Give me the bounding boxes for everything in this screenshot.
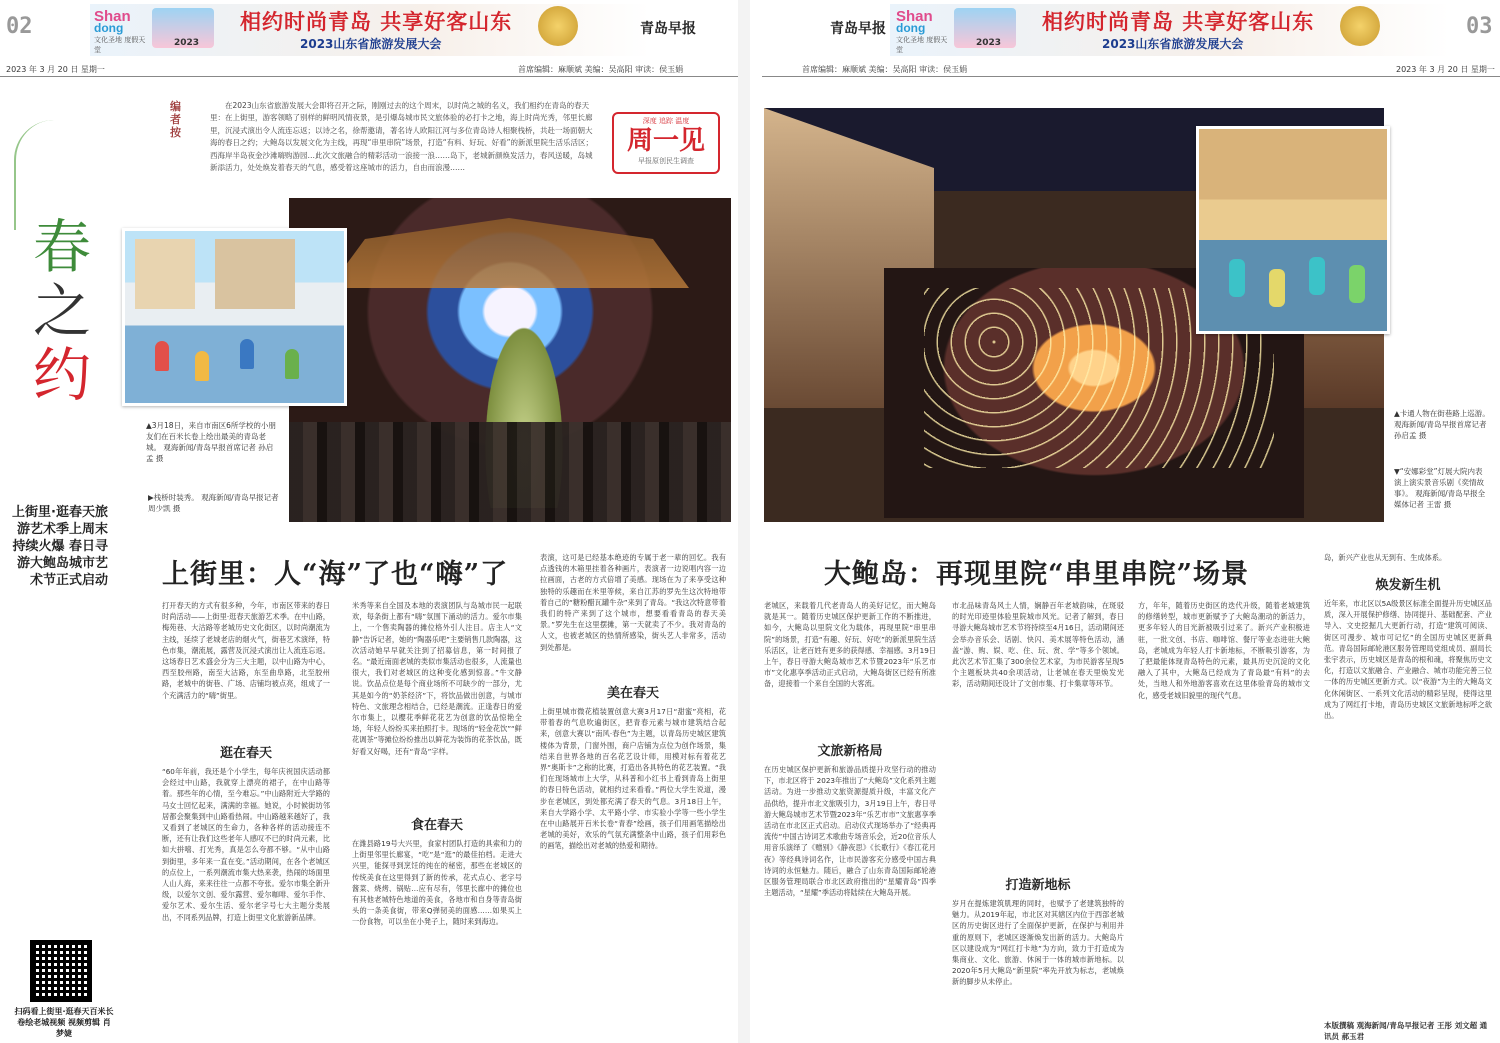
header-divider <box>762 76 1500 77</box>
article-headline: 上街里：人“海”了也“嗨”了 <box>162 559 509 590</box>
building-shape <box>135 239 195 309</box>
banner-subtitle: 2023山东省旅游发展大会 <box>1102 37 1244 51</box>
badge-title: 周一见 <box>626 126 705 156</box>
subhead-culture: 文旅新格局 <box>817 744 883 759</box>
editor-note: 在2023山东省旅游发展大会即将召开之际，刚刚过去的这个周末，以时尚之城的名义，我们相约在青岛的春天里：在上街里，游客领略了别样的鲜明风情夜景，是引爆岛城市民文旅体验的必打卡之地，海上时尚光秀，邻里长廊里，沉浸式演出令人流连忘返；以诗之名，徐帮邀请，著名诗人欧阳江河与多位青岛诗人相聚栈桥，共赴一场面朝大海的春日之约；大鲍岛以发展文化为主线，再现“串里串院”场景，打造“有料、好玩、好看”的新派里院生活乐活区；西海岸半岛夜金沙滩嗨购游园…此次文旅融合的精彩活动一浪接一浪……岛下，老城新颜焕发活力，春风送暖，岛城新添活力，处处焕发着春天的气息，感受着这座城市的活力，自由而浪漫…… <box>210 101 594 173</box>
subhead-landmark: 打造新地标 <box>1005 878 1071 893</box>
inset-photo-caption: ▲卡通人物在街巷路上巡游。 观海新闻/青岛早报首席记者 孙启孟 摄 <box>1394 409 1490 440</box>
kids-photo-caption: ▲3月18日，来自市南区6所学校的小朋友们在百米长卷上绘出最美的青岛老城。 观海新闻/青岛早报首席记者 孙启孟 摄 <box>146 421 276 463</box>
col1-body: “60年年前，我还是个小学生，每年庆祝国庆活动都会经过中山路，我就穿上漂亮的裙子，在中山路等着。那些年的心情，至今难忘。”中山路附近大学路的马女士回忆起来，满满的幸福。她说，小时候街坊邻居都会聚集到中山路看热闹。中山路越来越好了，我又看到了老城区的生命力，各种各样的活动接连不断，还有让我们这些老年人感叹不已的时尚元素，比如大拼嘻、打光秀，真是怎么夸都不够。“从中山路到街里，多年来一直在变。”活动期间，在各个老城区的点位上，一系列潮流市集大热来袭，热闹的场面里人山人海，来来往往一点都不夸张。爱尔市集全新升级，以爱尔文创、爱尔露营、爱尔咖啡、爱尔手作、爱尔艺术、爱尔生活、爱尔老字号七大主题分类展出，不同系列品牌，打造上街里文化旅游新品牌。 <box>162 767 330 922</box>
parade-inset-photo <box>1196 126 1390 334</box>
child-figure <box>285 349 299 379</box>
col2-body: 市北品味青岛风土人情，娴静百年老城韵味，在斑驳的时光印迹里体验里院城市风光。记者了解到，春日寻游大鲍岛城市艺术节将持续至4月16日，活动期间还会举办音乐会、话剧、快闪、美术展等特色活动，涵盖“游、购、娱、吃、住、玩、赏、学”等多个领域。此次艺术节汇集了300余位艺术家，为市民游客呈现5个主题板块共40余项活动，让老城在春天里焕发光彩，活动期间还设计了文创市集、打卡集章等环节。 <box>952 601 1124 689</box>
building-shape <box>215 239 295 309</box>
child-figure <box>155 341 169 371</box>
video-qr-code[interactable] <box>30 940 92 1002</box>
weekly-column-badge <box>612 112 720 174</box>
lantern-ornament-icon <box>538 6 578 46</box>
right-page <box>750 0 1500 1043</box>
cartoon-figure <box>1309 257 1325 295</box>
col4-lead: 岛，新兴产业也从无到有、生成体系。 <box>1324 553 1447 562</box>
banner-subtitle: 2023山东省旅游发展大会 <box>300 37 442 51</box>
col1-lead: 打开春天的方式有很多种，今年，市南区带来的春日时尚活动——上街里·逛春天旅游艺术季。在中山路，梅苑巷、大沽路等老城历史文化街区，以时尚潮流为主线，延续了老城老店的烟火气，街巷艺术演绎，特色市集，潮流展，露营及沉浸式演出让人流连忘返。这场春日艺术盛会分为三大主题，以中山路为中心，西至胶州路，南至大沽路，东至曲阜路，北至胶州路，老城中的街巷、广场、店铺均被点亮，组成了一个充满活力的“嗨”街里。 <box>162 601 330 700</box>
logo-text-sub: 文化圣地 度假天堂 <box>94 36 146 54</box>
subhead-revival: 焕发新生机 <box>1375 578 1441 593</box>
qr-caption: 扫码看上街里·逛春天百米长卷绘老城视频 视频剪辑 肖梦婕 <box>14 1007 114 1038</box>
cartoon-figure <box>1269 269 1285 307</box>
banner-year: 2023 <box>976 38 1002 48</box>
title-char-3: 约 <box>32 341 91 409</box>
subhead-beauty: 美在春天 <box>606 686 659 701</box>
title-char-2: 之 <box>32 277 91 345</box>
byline-credit: 本版撰稿 观海新闻/青岛早报记者 王彤 刘文超 通讯员 郝玉君 <box>1324 1021 1488 1041</box>
col1-body2: 在历史城区保护更新和旅游品质提升攻坚行动的推动下，市北区将于 2023年推出了“大鲍岛”文化系列主题活动。为进一步推动文旅资源提质升级，丰富文化产品供给，提升市北文旅吸引力，3月19日上午，春日寻游大鲍岛城市艺术节暨2023年“乐艺市市”文旅惠享季活动在市北区正式启动。启动仪式现场举办了“经典再流传”中国古诗词艺术歌曲专场音乐会，近20位音乐人用音乐演绎了《赠别》《静夜思》《长歌行》《春江花月夜》等经典诗词名作，让市民游客充分感受中国古典诗词的永恒魅力。随后，融合了山东青岛国际邮轮港区服务管理局联合市北区政府推出的“星耀青岛”四季主题活动，“星耀”季活动将陆续在大鲍岛开展。 <box>764 765 936 898</box>
col2-body: 米秀等来自全国及本地的表演团队与岛城市民一起联欢，每条街上都有“嗨”氛围下涌动的活力。爱尔市集上，一个售卖陶器的摊位格外引人注目。店主人“文静”告诉记者，她的“陶器乐吧”主要销售几款陶器，这次活动她早早就关注到了招募信息，第一时间报了名。“最近南面老城的类似市集活动也很多，人流量也很大，我们对老城区的这种变化感到惊喜。”牛文静说。饮品点位是每个商业场所不可缺少的一部分，尤其是如今的“奶茶经济”下，将饮品做出创意，与城市特色、文旅理念相结合，已经是潮流。正逢春日的爱尔市集上，以樱花季鲜花花艺为创意的饮品惊艳全场，年轻人纷纷买来拍照打卡。现场的“轻金花饮”“鲜花调茶”等摊位纷纷推出以鲜花为装饰的花茶饮品，既好看又好喝，还有“青岛”字样。 <box>352 601 522 756</box>
stage-roof <box>329 218 689 288</box>
subhead-stroll: 逛在春天 <box>219 746 272 761</box>
col4-body: 近年来，市北区以5A级景区标准全面提升历史城区品质，深入开展保护修缮、协同提升、基础配套、产业导入、文史挖掘几大更新行动，打造“建筑可阅读、街区可漫步、城市可记忆”的全国历史城区更新典范。青岛国际邮轮港区服务管理局党组成员、副局长张宇表示，历史城区是青岛的根和魂，将聚焦历史文化，打造以文旅融合、产业融合、城市功能完善三位一体的历史城区更新方式。以“夜游”为主的大鲍岛文化休闲街区、一系列文化活动的精彩呈现，使得这里成为了网红打卡地，青岛历史城区文旅新地标呼之欲出。 <box>1324 599 1492 721</box>
col2-body2: 在潍县路19号大兴里，食家村团队打造的具索和力的上街里邻里长廊宴，“吃”是“逛”的最佳拍档。走进大兴里，能探寻到烹饪的纯在的秘密，那些在老城区的传统美食在这里得到了新的传承，花式点心、老字号酱菜、烧烤、锅贴…应有尽有，邻里长廊中的摊位也有其他老城特色地道的美食，各地市和自身等青岛街头的一条美食街，带来Q弹韧美的面感……如果买上一份食物，可以坐在小凳子上，随时来到海边。 <box>352 839 522 927</box>
col3-body2: 上街里城市微花植装置创意大赛3月17日“甜蜜”亮相，花带着春的气息吹遍街区，把青春元素与城市建筑结合起来，创意大赛以“南风·春色”为主题，以青岛历史城区建筑楼体为背景，门窗外围，商户店铺为点位为创作场景，集结来自世界各地的百名花艺设计师，用模对标有着花艺界“奥斯卡”之称的比赛，打造出各具特色的花艺装置。“我们在现场城市上大学，从科普和小红书上看到青岛上街里的春日特色活动，就相约过来看看。”两位大学生说道，漫步在老城区，到处都充满了春天的气息。3月18日上午，来自大学路小学、太平路小学、市实验小学等一些小学生在中山路展开百米长卷“青春”绘画，孩子们用画笔描绘出老城的美好，欢乐的气氛充满整条中山路，孩子们用彩色的画笔，描绘出对老城的热爱和期待。 <box>540 707 726 851</box>
shandong-logo <box>896 8 950 54</box>
badge-bottom: 早报原创民生调查 <box>638 157 694 165</box>
vertical-title <box>30 215 94 407</box>
newspaper-logo: 青岛早报 <box>830 21 886 37</box>
subhead-food: 食在春天 <box>410 818 463 833</box>
editor-credits: 首席编辑：麻顺斌 美编：吴高阳 审读：侯玉娟 <box>802 65 968 74</box>
badge-top: 深度 追踪 温度 <box>642 117 690 125</box>
page-number: 02 <box>6 14 33 39</box>
logo-text-mid: dong <box>94 21 124 35</box>
col3-body: 表演，这可是已经基本绝迹的专属于老一辈的回忆。我有点透钱的木箱里挂着各种画片，表演者一边说唱内容一边拉画面，古老的方式倍增了美感。现场在为了来享受这种独特的乐趣而在米里等候，来自江苏的罗先生这次特地带着自己的“糖粉醋瓦罐牛杂”来到了青岛。“我这次特意带着我们的特产来到了这个城市，想要看看青岛的春天美景。”罗先生在这里摆摊，第一天就卖了不少。我对青岛的人文，也被老城区的热情所感染，街头艺人非常多，活动到处都是。 <box>540 553 726 652</box>
cartoon-figure <box>1349 265 1365 303</box>
stage-photo-caption: ▶栈桥时装秀。 观海新闻/青岛早报记者 周少凯 摄 <box>148 493 279 513</box>
col3-body: 方，年年，随着历史街区的迭代升级，随着老城建筑的修缮转型，城市更新赋予了大鲍岛潮动的新活力，更多年轻人的目光新被吸引过来了。新兴产业积极进驻，一批文创、书店、咖啡馆、餐厅等业态进驻大鲍岛，老城成为年轻人打卡新地标，不断吸引游客，为了把最能体现青岛特色的元素，最具历史沉淀的文化融入了其中，大鲍岛已经成为了青岛最“有料”的去处，当地人和外地游客喜欢在这里体验青岛的城市文化，感受老城旧貌里的现代气息。 <box>1138 601 1310 700</box>
night-photo-caption: ▼“安娜彩堂”灯展大院内表演上演实景音乐剧《奕情故事》。 观海新闻/青岛早报全媒体记者 王雷 摄 <box>1394 467 1486 509</box>
banner-slogan: 相约时尚青岛 共享好客山东 <box>240 9 513 34</box>
lantern-ornament-icon <box>1340 6 1380 46</box>
col1-body: 老城区，来载着几代老青岛人的美好记忆，而大鲍岛就是其一。随着历史城区保护更新工作的不断推进，如今，大鲍岛以里院文化为载体，再现里院“串里串院”的场景，打造“有趣、好玩、好吃”的新派里院生活乐活区，让老百姓有更多的获得感、幸福感。3月19日上午，春日寻游大鲍岛城市艺术节暨2023年“乐艺市市”文化惠享季活动正式启动，大鲍岛街区已经有所准备，迎接着一个来自全国的大客流。 <box>764 601 936 689</box>
editor-credits: 首席编辑：麻顺斌 美编：吴高阳 审读：侯玉娟 <box>518 65 684 74</box>
logo-text-top: Shan <box>896 8 933 25</box>
deck-subheading: 上街里·逛春天旅游艺术季上周末持续火爆 春日寻游大鲍岛城市艺术节正式启动 <box>12 505 108 588</box>
article-headline: 大鲍岛：再现里院“串里串院”场景 <box>824 559 1250 590</box>
logo-text-mid: dong <box>896 21 926 35</box>
col2-body2: 岁月在提炼建筑肌理的同时，也赋予了老建筑独特的魅力。从2019年起，市北区对其辖区内位于西部老城区的历史街区进行了全面保护更新，在保护与利用并重的原则下，老城区逐渐焕发出新的活力。大鲍岛片区以建设成为“网红打卡地”为方向，致力于打造成为集商业、文化、旅游、休闲于一体的城市新地标。以2020年5月大鲍岛“新里院”率先开放为标志，老城焕新的脚步从未停止。 <box>952 899 1124 987</box>
child-figure <box>195 351 209 381</box>
shandong-logo <box>94 8 148 54</box>
title-char-1: 春 <box>32 213 91 281</box>
page-number: 03 <box>1466 14 1493 39</box>
newspaper-logo: 青岛早报 <box>640 21 696 37</box>
child-figure <box>240 339 254 369</box>
header-divider <box>0 76 738 77</box>
kids-drawing-photo <box>122 228 347 406</box>
audience-crowd <box>289 422 731 522</box>
banner-year: 2023 <box>174 38 200 48</box>
editor-note-tag: 编者按 <box>170 100 181 139</box>
issue-date: 2023 年 3 月 20 日 星期一 <box>1396 65 1495 74</box>
logo-text-sub: 文化圣地 度假天堂 <box>896 36 948 54</box>
logo-text-top: Shan <box>94 8 131 25</box>
cartoon-figure <box>1229 259 1245 297</box>
issue-date: 2023 年 3 月 20 日 星期一 <box>6 65 105 74</box>
fashion-show-photo <box>289 198 731 522</box>
banner-slogan: 相约时尚青岛 共享好客山东 <box>1042 9 1315 34</box>
